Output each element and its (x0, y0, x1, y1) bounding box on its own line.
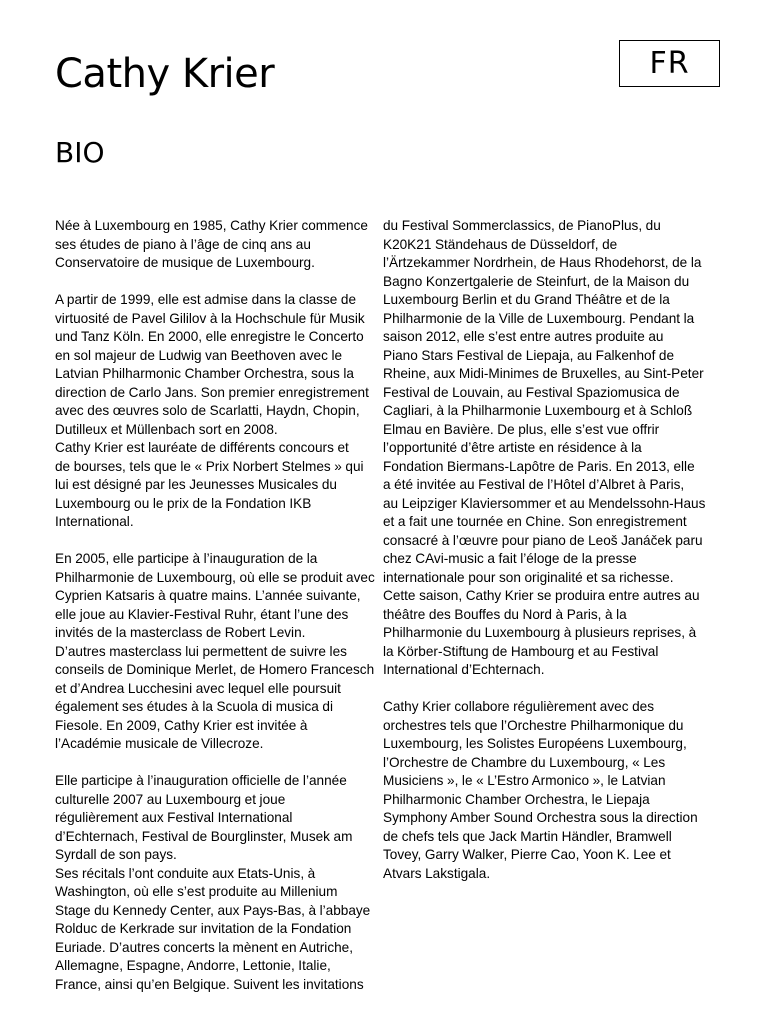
text-line: invités de la masterclass de Robert Levin. (55, 625, 306, 640)
text-line: au Leipziger Klaviersommer et au Mendelssohn-Haus (383, 495, 706, 511)
text-line: théâtre des Bouffes du Nord à Paris, à la (383, 606, 627, 622)
text-line: de chefs tels que Jack Martin Händler, Bramwell (383, 828, 672, 844)
text-line: l’Orchestre de Chambre du Luxembourg, « Les (383, 754, 666, 770)
text-line: Cathy Krier est lauréate de différents concours et (55, 440, 349, 455)
text-line: et d’Andrea Lucchesini avec lequel elle poursuit (55, 680, 341, 696)
text-line: Elmau en Bavière. De plus, elle s’est vue offrir (383, 421, 660, 437)
text-line: Née à Luxembourg en 1985, Cathy Krier commence (55, 218, 368, 233)
text-line: en sol majeur de Ludwig van Beethoven avec le (55, 347, 343, 363)
text-line: A partir de 1999, elle est admise dans la classe de (55, 292, 357, 307)
text-line: internationale pour son originalité et sa richesse. (383, 569, 674, 585)
text-line: virtuosité de Pavel Gililov à la Hochschule für Musik (55, 310, 365, 326)
text-line: Latvian Philharmonic Chamber Orchestra, sous la (55, 366, 354, 381)
text-line: la Körber-Stiftung de Hambourg et au Festival (383, 643, 659, 659)
text-line: Washington, où elle s’est produite au Millenium (55, 884, 338, 899)
bio-paragraph (55, 217, 385, 273)
text-line: Musiciens », le « L’Estro Armonico », le Latvian (383, 773, 666, 788)
text-line: Luxembourg ou le prix de la Fondation IKB (55, 495, 312, 511)
bio-paragraph (383, 217, 713, 680)
language-badge: FR (619, 40, 720, 87)
text-line: d’Echternach, Festival de Bourglinster, Musek am (55, 828, 353, 844)
text-line: Cette saison, Cathy Krier se produira entre autres au (383, 588, 700, 603)
text-line: chez CAvi-music a fait l’éloge de la presse (383, 551, 637, 566)
text-line: Cathy Krier collabore régulièrement avec des (383, 699, 655, 714)
text-line: avec des œuvres solo de Scarlatti, Haydn, Chopin, (55, 403, 360, 418)
section-title: BIO (55, 136, 105, 169)
bio-paragraph (55, 550, 385, 754)
text-line: saison 2012, elle s’est entre autres produite au (383, 329, 664, 344)
bio-paragraph (55, 772, 385, 994)
page-title: Cathy Krier (55, 51, 275, 97)
text-line: Rheine, aux Midi-Minimes de Bruxelles, au Sint-Peter (383, 366, 704, 381)
text-line: und Tanz Köln. En 2000, elle enregistre le Concerto (55, 329, 364, 344)
bio-paragraph (55, 291, 385, 532)
text-line: Atvars Lakstigala. (383, 865, 491, 881)
text-line: direction de Carlo Jans. Son premier enregistrement (55, 384, 369, 400)
text-line: orchestres tels que l’Orchestre Philharmonique du (383, 717, 684, 733)
text-line: de bourses, tels que le « Prix Norbert Stelmes » qui (55, 458, 364, 474)
text-line: l’Ärtzekammer Nordrhein, de Haus Rhodehorst, de la (383, 255, 702, 270)
text-line: Dutilleux et Müllenbach sort en 2008. (55, 421, 278, 437)
text-line: Symphony Amber Sound Orchestra sous la direction (383, 810, 698, 825)
text-line: Euriade. D’autres concerts la mènent en Autriche, (55, 939, 354, 955)
text-line: International. (55, 514, 134, 529)
text-line: Rolduc de Kerkrade sur invitation de la Fondation (55, 921, 352, 936)
text-line: Luxembourg Berlin et du Grand Théâtre et de la (383, 292, 670, 307)
text-line: a été invitée au Festival de l’Hôtel d’Albret à Paris, (383, 477, 685, 492)
text-line: Philharmonie de la Ville de Luxembourg. Pendant la (383, 310, 695, 326)
text-line: En 2005, elle participe à l’inauguration de la (55, 551, 318, 566)
text-line: Piano Stars Festival de Liepaja, au Falkenhof de (383, 347, 675, 363)
text-line: Elle participe à l’inauguration officielle de l’année (55, 773, 347, 788)
text-line: Tovey, Garry Walker, Pierre Cao, Yoon K. Lee et (383, 847, 671, 862)
text-line: Festival de Louvain, au Festival Spaziomusica de (383, 384, 680, 400)
text-line: elle joue au Klavier-Festival Ruhr, étant l’une des (55, 606, 349, 622)
text-line: Philharmonic Chamber Orchestra, le Liepaja (383, 791, 650, 807)
text-line: Syrdall de son pays. (55, 847, 177, 862)
bio-paragraph (383, 698, 713, 883)
bio-column-left (55, 217, 385, 1013)
text-line: consacré à l’œuvre pour piano de Leoš Janáček paru (383, 532, 703, 548)
bio-column-right (383, 217, 713, 902)
text-line: Conservatoire de musique de Luxembourg. (55, 255, 315, 270)
text-line: régulièrement aux Festival International (55, 810, 293, 825)
text-line: Fondation Biermans-Lapôtre de Paris. En 2013, elle (383, 458, 695, 474)
text-line: ses études de piano à l’âge de cinq ans au (55, 236, 311, 252)
text-line: l’Académie musicale de Villecroze. (55, 736, 264, 751)
text-line: K20K21 Ständehaus de Düsseldorf, de (383, 236, 618, 252)
text-line: culturelle 2007 au Luxembourg et joue (55, 791, 286, 807)
text-line: lui est désigné par les Jeunesses Musicales du (55, 477, 337, 492)
text-line: Ses récitals l’ont conduite aux Etats-Unis, à (55, 865, 316, 881)
text-line: Philharmonie de Luxembourg, où elle se produit avec (55, 569, 375, 585)
text-line: Bagno Konzertgalerie de Steinfurt, de la Maison du (383, 273, 690, 289)
text-line: Allemagne, Espagne, Andorre, Lettonie, Italie, (55, 958, 331, 973)
text-line: également ses études à la Scuola di musica di (55, 699, 333, 714)
text-line: Luxembourg, les Solistes Européens Luxembourg, (383, 736, 687, 751)
text-line: International d’Echternach. (383, 662, 545, 677)
text-line: Cagliari, à la Philharmonie Luxembourg et à Schloß (383, 403, 693, 418)
text-line: Stage du Kennedy Center, aux Pays-Bas, à l’abbaye (55, 902, 371, 918)
text-line: Cyprien Katsaris à quatre mains. L’année suivante, (55, 588, 361, 603)
text-line: et a fait une tournée en Chine. Son enregistrement (383, 514, 687, 529)
text-line: D’autres masterclass lui permettent de suivre les (55, 643, 347, 659)
text-line: Fiesole. En 2009, Cathy Krier est invitée à (55, 717, 308, 733)
text-line: l’opportunité d’être artiste en résidence à la (383, 440, 642, 455)
text-line: conseils de Dominique Merlet, de Homero Francesch (55, 662, 375, 677)
text-line: France, ainsi qu’en Belgique. Suivent les invitations (55, 976, 364, 992)
text-line: du Festival Sommerclassics, de PianoPlus, du (383, 218, 661, 233)
text-line: Philharmonie du Luxembourg à plusieurs reprises, à (383, 625, 697, 640)
